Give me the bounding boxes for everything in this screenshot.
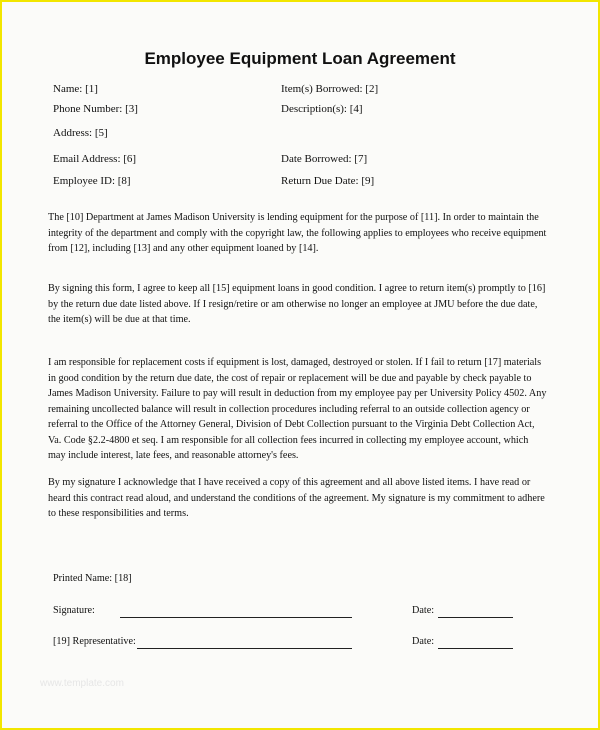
document-title: Employee Equipment Loan Agreement xyxy=(144,49,456,68)
return-due-date-field: Return Due Date: [9] xyxy=(281,175,375,187)
employee-id-field: Employee ID: [8] xyxy=(53,175,131,187)
representative-date-line[interactable] xyxy=(438,648,513,649)
date-label: Date: xyxy=(412,605,435,616)
name-field: Name: [1] xyxy=(53,83,98,95)
representative-signature-line[interactable] xyxy=(137,648,352,649)
paragraph-agreement: By signing this form, I agree to keep all [15] equipment loans in good condition. I agree to return item(s) promptly to [16] by the return due date listed above. If I resign/retire or am otherwise no longer an employee at JMU before the due date, the item(s) will be due at that time. xyxy=(48,283,546,325)
date-borrowed-field: Date Borrowed: [7] xyxy=(281,153,368,165)
representative-date-label: Date: xyxy=(412,636,435,647)
items-borrowed-field: Item(s) Borrowed: [2] xyxy=(281,83,379,95)
paragraph-responsibility: I am responsible for replacement costs if equipment is lost, damaged, destroyed or stolen. If I fail to return [17] materials in good condition by the return due date, the cost of repair or replacement will be due and payable by check payable to James Madison University. Failure to pay will result in deduction from my employee pay per University Policy 4502. Any remaining uncollected balance will result in collection procedures including referral to an outside collection agency or referral to the Office of the Attorney General, Division of Debt Collection pursuant to the Virginia Debt Collection Act, Va. Code §2.2-4800 et seq. I am responsible for all collection fees incurred in collecting my employee account, which may include interest, late fees, and reasonable attorney's fees. xyxy=(48,357,547,461)
date-line[interactable] xyxy=(438,617,513,618)
address-field: Address: [5] xyxy=(53,127,108,139)
email-address-field: Email Address: [6] xyxy=(53,153,137,165)
document-page xyxy=(2,2,598,728)
signature-line[interactable] xyxy=(120,617,352,618)
phone-number-field: Phone Number: [3] xyxy=(53,103,138,115)
paragraph-acknowledgement: By my signature I acknowledge that I have received a copy of this agreement and all above listed items. I have read or heard this contract read aloud, and understand the conditions of the agreement. My signature is my commitment to adhere to these responsibilities and terms. xyxy=(48,477,545,519)
paragraph-purpose: The [10] Department at James Madison University is lending equipment for the purpose of [11]. In order to maintain the integrity of the department and comply with the copyright law, the following applies to employees who receive equipment from [12], including [13] and any other equipment loaned by [14]. xyxy=(48,212,547,254)
representative-label: [19] Representative: xyxy=(53,636,136,647)
descriptions-field: Description(s): [4] xyxy=(281,103,363,115)
watermark: www.template.com xyxy=(40,678,124,689)
signature-label: Signature: xyxy=(53,605,95,616)
printed-name-label: Printed Name: [18] xyxy=(53,573,132,584)
